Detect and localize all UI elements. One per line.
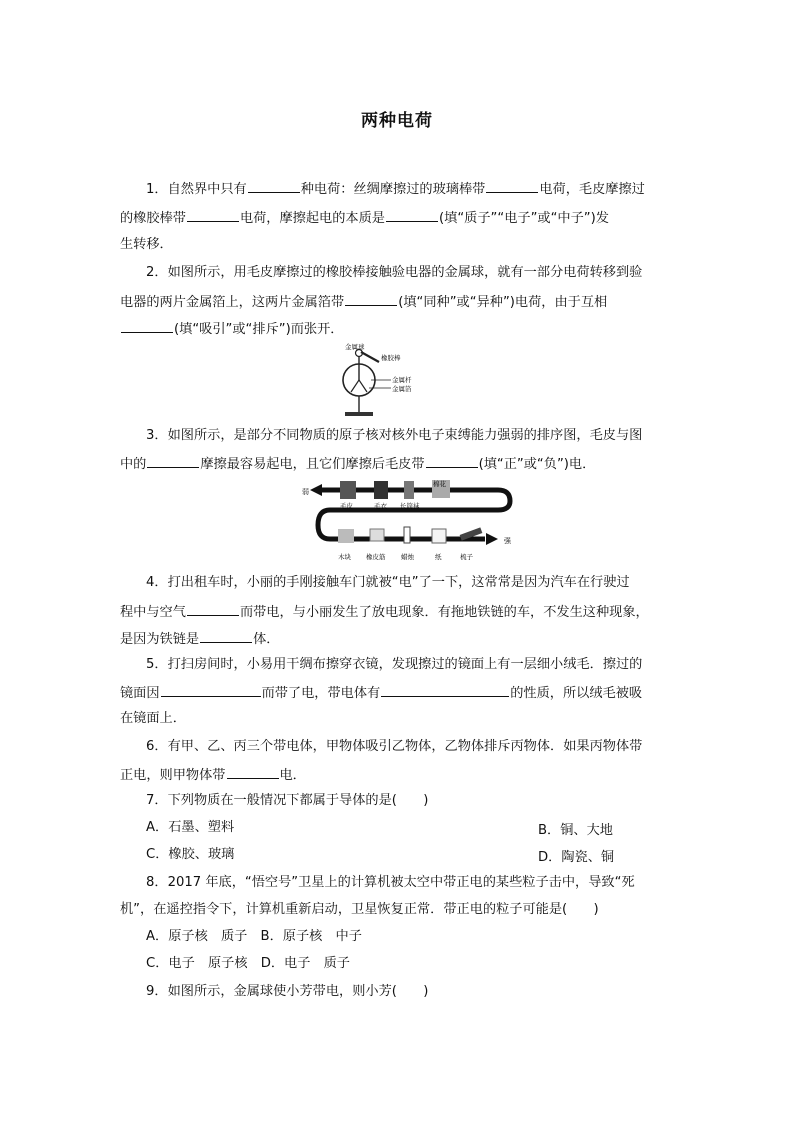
item-cotton: 棉花 — [433, 480, 446, 488]
q3-line2: 中的 摩擦最容易起电，且它们摩擦后毛皮带 (填“正”或“负”)电． — [120, 454, 595, 474]
item-fur: 毛皮 — [340, 502, 353, 510]
paper-icon — [432, 529, 446, 543]
item-paper: 纸 — [435, 553, 442, 561]
q6-line2: 正电，则甲物体带 电． — [120, 765, 306, 785]
label-rubber-rod: 橡胶棒 — [381, 354, 401, 362]
answer-blank[interactable] — [345, 292, 397, 306]
answer-blank[interactable] — [227, 765, 279, 779]
stocking-icon — [404, 481, 414, 499]
answer-blank[interactable] — [187, 602, 239, 616]
q8-options-ab[interactable]: A．原子核 质子 B．原子核 中子 — [146, 929, 362, 944]
item-sweater: 毛衣 — [374, 502, 387, 510]
q1-line1: 1．自然界中只有 种电荷：丝绸摩擦过的玻璃棒带 电荷，毛皮摩擦过 — [146, 179, 645, 199]
page-title: 两种电荷 — [361, 111, 433, 131]
q8-line1: 8．2017 年底，“悟空号”卫星上的计算机被太空中带正电的某些粒子击中，导致“死 — [146, 875, 635, 890]
label-metal-stem: 金属杆 — [392, 376, 412, 384]
label-weak: 弱 — [302, 488, 309, 496]
label-metal-foil: 金属箔 — [392, 385, 412, 393]
answer-blank[interactable] — [248, 179, 300, 193]
answer-blank[interactable] — [426, 454, 478, 468]
answer-blank[interactable] — [386, 208, 438, 222]
q7-stem: 7．下列物质在一般情况下都属于导体的是( ) — [146, 793, 429, 808]
q1-line2: 的橡胶棒带 电荷，摩擦起电的本质是 (填“质子”“电子”或“中子”)发 — [120, 208, 609, 228]
answer-blank[interactable] — [381, 683, 509, 697]
item-stocking: 长筒袜 — [400, 502, 420, 510]
q5-line3: 在镜面上． — [120, 711, 186, 726]
q4-line2: 程中与空气 而带电，与小丽发生了放电现象．有拖地铁链的车，不发生这种现象， — [120, 602, 649, 622]
answer-blank[interactable] — [187, 208, 239, 222]
q2-line1: 2．如图所示，用毛皮摩擦过的橡胶棒接触验电器的金属球，就有一部分电荷转移到验 — [146, 265, 643, 280]
label-metal-ball: 金属球 — [345, 343, 365, 351]
item-candle: 蜡烛 — [401, 553, 414, 561]
q4-line1: 4．打出租车时，小丽的手刚接触车门就被“电”了一下，这常常是因为汽车在行驶过 — [146, 575, 630, 590]
answer-blank[interactable] — [147, 454, 199, 468]
q5-line1: 5．打扫房间时，小易用干绸布擦穿衣镜，发现擦过的镜面上有一层细小绒毛．擦过的 — [146, 657, 643, 672]
answer-blank[interactable] — [486, 179, 538, 193]
candle-icon — [404, 527, 410, 543]
item-comb: 梳子 — [460, 553, 473, 561]
q4-line3: 是因为铁链是 体． — [120, 629, 280, 649]
q2-line2: 电器的两片金属箔上，这两片金属箔带 (填“同种”或“异种”)电荷，由于互相 — [120, 292, 607, 312]
answer-blank[interactable] — [200, 629, 252, 643]
wood-block-icon — [338, 529, 354, 543]
q6-line1: 6．有甲、乙、丙三个带电体，甲物体吸引乙物体，乙物体排斥丙物体．如果丙物体带 — [146, 739, 643, 754]
q5-line2: 镜面因 而带了电，带电体有 的性质，所以绒毛被吸 — [120, 683, 642, 703]
rubber-band-icon — [370, 529, 384, 541]
answer-blank[interactable] — [161, 683, 261, 697]
label-strong: 强 — [504, 537, 511, 545]
q7-option-a[interactable]: A．石墨、塑料 — [146, 820, 235, 835]
q9-stem: 9．如图所示，金属球使小芳带电，则小芳( ) — [146, 984, 429, 999]
item-rubber-band: 橡皮筋 — [366, 553, 386, 561]
answer-blank[interactable] — [121, 319, 173, 333]
q7-option-c[interactable]: C．橡胶、玻璃 — [146, 847, 235, 862]
item-wood: 木块 — [338, 553, 351, 561]
q7-option-d[interactable]: D．陶瓷、铜 — [538, 850, 615, 865]
q8-options-cd[interactable]: C．电子 原子核 D．电子 质子 — [146, 956, 350, 971]
electroscope-figure — [335, 340, 445, 420]
q2-line3: (填“吸引”或“排斥”)而张开． — [120, 319, 344, 339]
q1-line3: 生转移． — [120, 237, 173, 252]
sweater-icon — [374, 481, 388, 499]
q8-line2: 机”，在遥控指令下，计算机重新启动，卫星恢复正常．带正电的粒子可能是( ) — [120, 902, 599, 917]
fur-icon — [340, 481, 356, 499]
triboelectric-series-figure — [300, 477, 530, 567]
q3-line1: 3．如图所示，是部分不同物质的原子核对核外电子束缚能力强弱的排序图，毛皮与图 — [146, 428, 643, 443]
q7-option-b[interactable]: B．铜、大地 — [538, 823, 613, 838]
